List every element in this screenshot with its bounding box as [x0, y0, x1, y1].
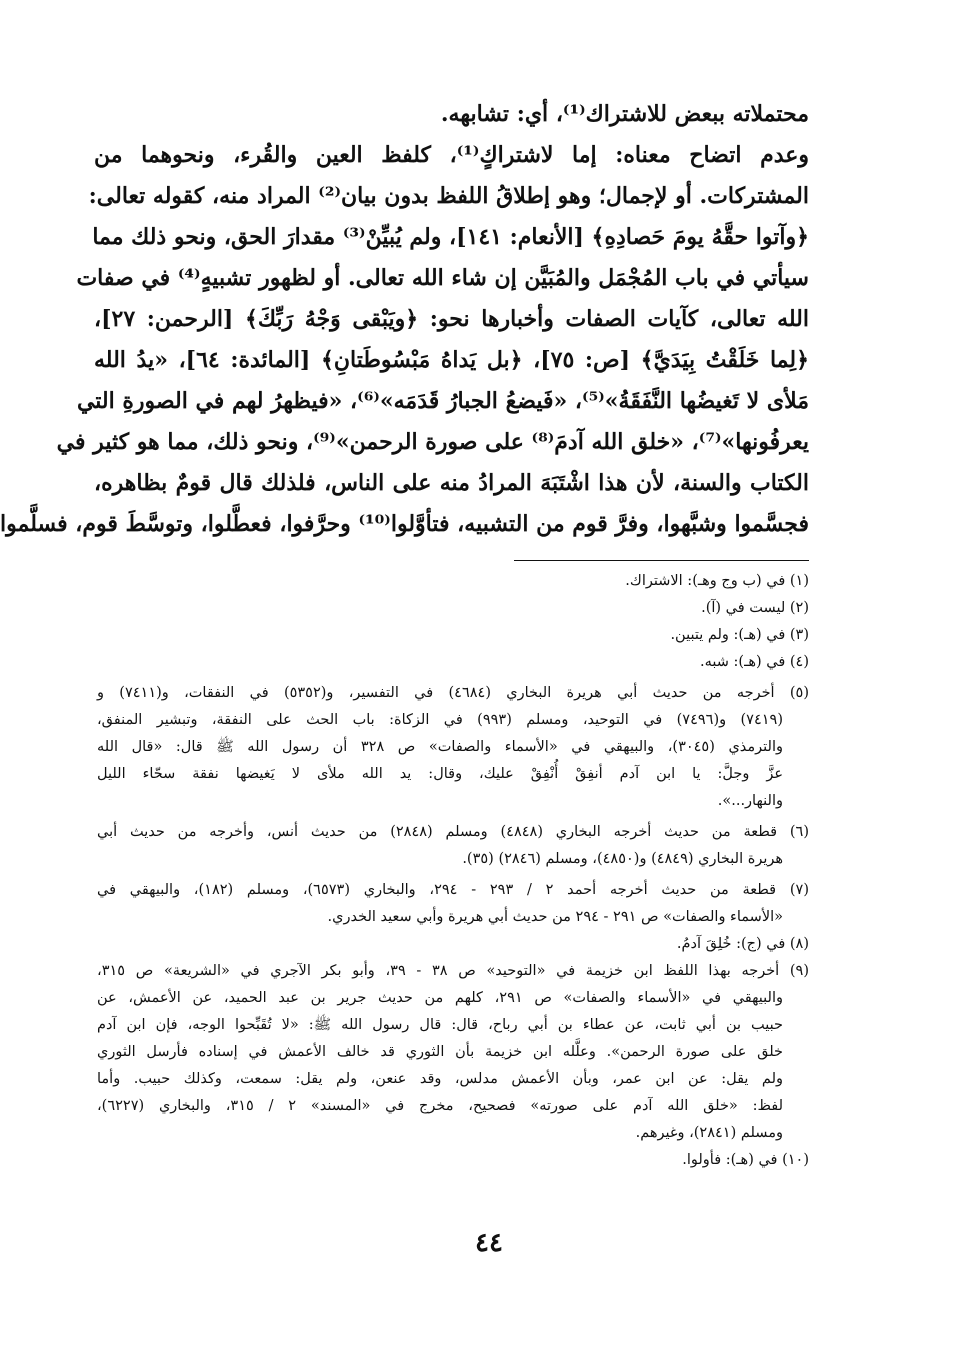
footnote-4: (٤) في (هـ): شبه. [700, 654, 809, 670]
main-text-line: المشتركات. أو لإجمال؛ وهو إطلاقُ اللفظ بدون بيان⁽²⁾ المراد منه، كقوله تعالى: [88, 183, 809, 209]
main-text-line: فجسَّموا وشبَّهوا، وفرَّ قوم من التشبيه، فتأوَّلوا⁽¹⁰⁾ وحرَّفوا، فعطَّلوا، وتوسَّطَ قوم، فسلَّموا [0, 511, 809, 537]
footnote-2: (٢) ليست في (آ). [701, 600, 809, 616]
footnote-5-line: (٥) أخرجه من حديث أبي هريرة البخاري (٤٦٨٤) في التفسير، و(٥٣٥٢) في النفقات، و(٧٤١١) و [97, 685, 809, 701]
footnote-9-line: حبيب بن أبي ثابت، عن عطاء بن أبي رباح، قال: قال رسول الله ﷺ: «لا تُقَبِّحوا الوجه، فإن ابن آدم [97, 1017, 783, 1033]
footnote-5-line: والنهار...». [717, 793, 783, 809]
footnote-9-line: خلق على صورة الرحمن». وعلَّله ابن خزيمة بأن الثوري قد خالف الأعمش في إسناده فأرسل الثوري [97, 1044, 783, 1060]
footnote-10: (١٠) في (هـ): فأولوا. [682, 1152, 809, 1168]
main-text-line: محتملاته ببعض للاشتراك⁽¹⁾، أي: تشابهه. [440, 101, 809, 127]
footnote-6-line: هريرة البخاري (٤٨٤٩) و(٤٨٥٠)، ومسلم (٢٨٤٦) (٣٥). [462, 851, 783, 867]
main-text [0, 94, 809, 545]
footnote-5-line: عزَّ وجلَّ: يا ابن آدم أنفِقْ أُنْفِقْ عليك، وقال: يد الله ملأى لا يَغيضها نفقة سحّاء الليل [97, 766, 783, 782]
page-number: ٤٤ [475, 1228, 503, 1258]
main-text-line: سيأتي في باب المُجْمَل والمُبَيَّن إن شاء الله تعالى. أو لظهور تشبيهٍ⁽⁴⁾ في صفات [76, 265, 809, 291]
footnote-7-line: «الأسماء والصفات» ص ٢٩١ - ٢٩٤ من حديث أبي هريرة وأبي سعيد الخدري. [327, 909, 783, 925]
footnotes [97, 568, 809, 1174]
main-text-line: الله تعالى، كآيات الصفات وأخبارها نحو: ﴿ويَبْقى وَجْهُ رَبِّكَ﴾ [الرحمن: ٢٧]، [94, 306, 809, 332]
main-text-line: ﴿وآتوا حقَّهُ يومَ حَصادِهِ﴾ [الأنعام: ١٤١]، ولم يُبيِّنْ⁽³⁾ مقدارَ الحق، ونحو ذلك مما [92, 224, 809, 250]
main-text-line: مَلأى لا تَغيضُها النَّفَقَةُ»⁽⁵⁾، «فَيضعُ الجبارُ قَدَمَه»⁽⁶⁾، «فيظهرُ لهم في الصورةِ التي [76, 388, 809, 414]
footnote-3: (٣) في (هـ): ولم يتبين. [670, 627, 809, 643]
footnote-9-line: والبيهقي في «الأسماء والصفات» ص ٢٩١، كلهم من حديث جرير بن عبد الحميد، عن الأعمش، عن [97, 990, 783, 1006]
footnote-1: (١) في (ب وج وهـ): الاشتراك. [625, 573, 809, 589]
footnote-9-line: (٩) أخرجه بهذا اللفظ ابن خزيمة في «التوحيد» ص ٣٨ - ٣٩، وأبو بكر الآجري في «الشريعة» ص ٣١٥، [97, 963, 809, 979]
footnote-5-line: والترمذي (٣٠٤٥)، والبيهقي في «الأسماء والصفات» ص ٣٢٨ أن رسول الله ﷺ قال: «قال الله [97, 739, 783, 755]
footnote-9-line: ومسلم (٢٨٤١)، وغيرهم. [635, 1125, 783, 1141]
footnote-5-line: (٧٤١٩) و(٧٤٩٦) في التوحيد، ومسلم (٩٩٣) في الزكاة: باب الحث على النفقة، وتبشير المنفق، [97, 712, 783, 728]
footnote-6-line: (٦) قطعة من حديث أخرجه البخاري (٤٨٤٨) ومسلم (٢٨٤٨) من حديث أنس، وأخرجه من حديث أبي [97, 824, 809, 840]
footnote-8: (٨) في (ج): خُلِقَ آدمُ. [676, 936, 809, 952]
footnote-9-line: ولم يقل: عن ابن عمر، وبأن الأعمش مدلس، وقد عنعن، ولم يقل: سمعت، وكذلك حبيب. وأما [97, 1071, 783, 1087]
footnote-7-line: (٧) قطعة من حديث أخرجه أحمد ٢ / ٢٩٣ - ٢٩٤، والبخاري (٦٥٧٣)، ومسلم (١٨٢)، والبيهقي في [97, 882, 809, 898]
main-text-line: الكتاب والسنة، لأن هذا اشْتَبَهَ المرادُ منه على الناس، فلذلك قال قومٌ بظاهره، [94, 470, 809, 496]
footnote-separator [514, 560, 809, 561]
main-text-line: يعرفُونها»⁽⁷⁾، «خلق الله آدمَ⁽⁸⁾ على صورة الرحمن»⁽⁹⁾، ونحو ذلك، مما هو كثير في [56, 429, 809, 455]
main-text-line: ﴿لِما خَلَقْتُ بِيَدَيَّ﴾ [ص: ٧٥]، ﴿بل يَداهُ مَبْسُوطَتانِ﴾ [المائدة: ٦٤]، «يدُ الله [94, 347, 809, 373]
footnote-9-line: لفظ: «خلق الله آدم على صورته» فصحيح، مخرج في «المسند» ٢ / ٣١٥، والبخاري (٦٢٢٧)، [97, 1098, 784, 1114]
main-text-line: وعدم اتضاح معناه: إما لاشتراكٍ⁽¹⁾، كلفظ العين والقُرء، ونحوهما من [94, 142, 809, 168]
